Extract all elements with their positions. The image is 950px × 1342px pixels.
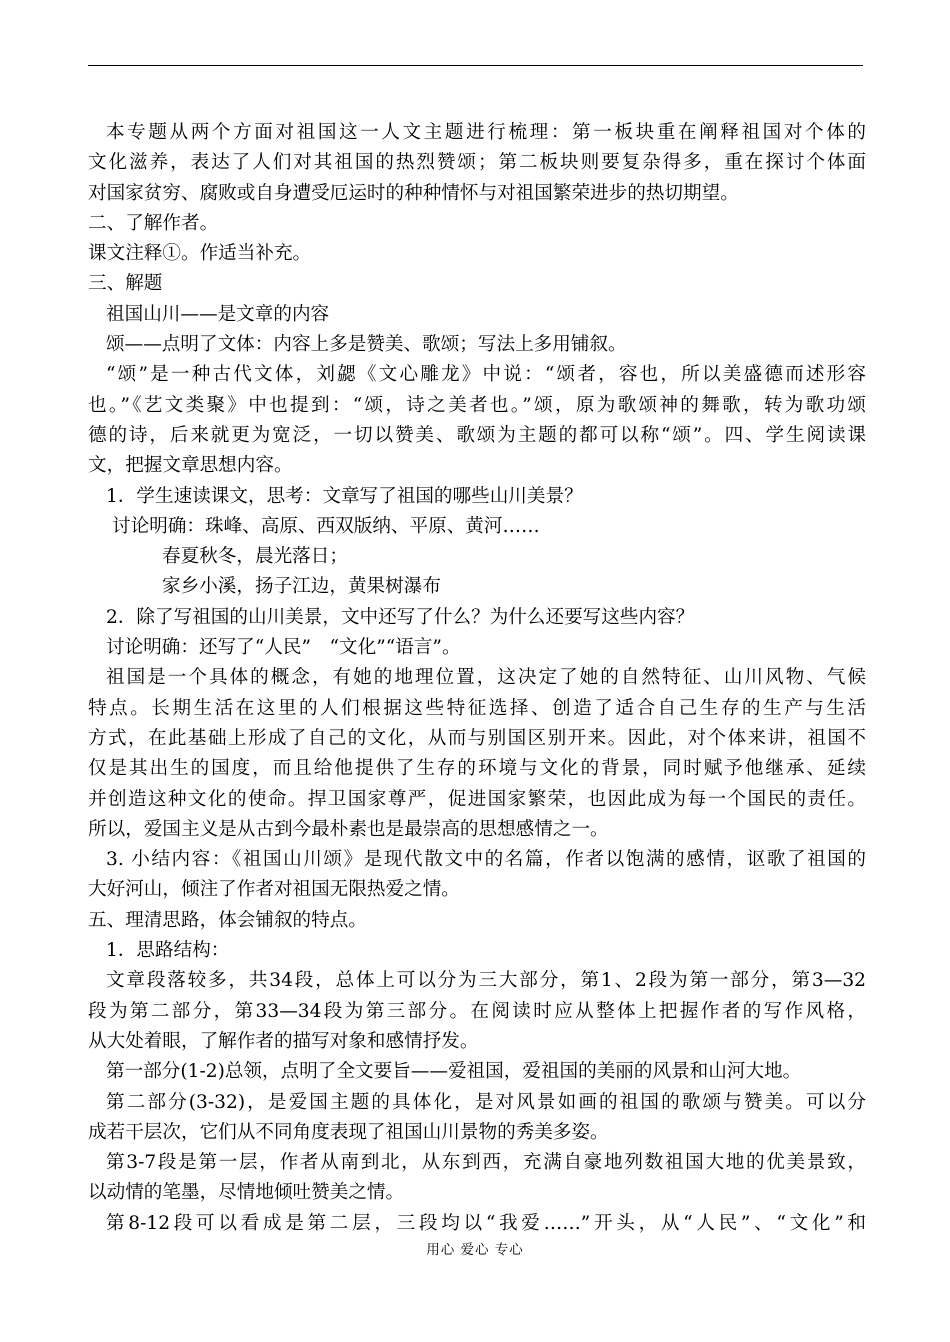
paragraph-line: 特点。长期生活在这里的人们根据这些特征选择、创造了适合自己生存的生产与生活 xyxy=(88,697,866,719)
paragraph-line: 所以，爱国主义是从古到今最朴素也是最崇高的思想感情之一。 xyxy=(88,818,609,840)
paragraph-line: “颂”是一种古代文体，刘勰《文心雕龙》中说：“颂者，容也，所以美盛德而述形容 xyxy=(106,364,866,386)
page-footer: 用心 爱心 专心 xyxy=(426,1242,524,1258)
paragraph-line: 也。”《艺文类聚》中也提到：“颂，诗之美者也。”颂，原为歌颂神的舞歌，转为歌功颂 xyxy=(88,394,866,416)
paragraph-line: 以动情的笔墨，尽情地倾吐赞美之情。 xyxy=(88,1182,405,1204)
paragraph-line: 文，把握文章思想内容。 xyxy=(88,455,293,477)
paragraph-line: 对国家贫穷、腐败或自身遭受厄运时的种种情怀与对祖国繁荣进步的热切期望。 xyxy=(88,182,739,204)
paragraph-line: 第二部分(3-32)，是爱国主题的具体化，是对风景如画的祖国的歌颂与赞美。可以分 xyxy=(106,1091,866,1113)
list-item: 1．学生速读课文，思考：文章写了祖国的哪些山川美景？ xyxy=(106,485,583,507)
header-rule xyxy=(88,65,863,66)
section-heading: 二、了解作者。 xyxy=(88,212,219,234)
paragraph-line: 家乡小溪，扬子江边，黄果树瀑布 xyxy=(162,576,441,598)
paragraph-line: 课文注释①。作适当补充。 xyxy=(88,243,312,265)
list-item: 2．除了写祖国的山川美景，文中还写了什么？为什么还要写这些内容？ xyxy=(106,606,695,628)
paragraph-line: 文章段落较多，共34段，总体上可以分为三大部分，第1、2段为第一部分，第3—32 xyxy=(106,970,866,992)
paragraph-line: 颂——点明了文体：内容上多是赞美、歌颂；写法上多用铺叙。 xyxy=(106,334,627,356)
list-item: 3. 小结内容：《祖国山川颂》是现代散文中的名篇，作者以饱满的感情，讴歌了祖国的 xyxy=(106,849,866,871)
paragraph-line: 第3-7段是第一层，作者从南到北，从东到西，充满自豪地列数祖国大地的优美景致， xyxy=(106,1152,866,1174)
paragraph-line: 方式，在此基础上形成了自己的文化，从而与别国区别开来。因此，对个体来讲，祖国不 xyxy=(88,727,866,749)
list-item: 1．思路结构： xyxy=(106,940,230,962)
paragraph-line: 德的诗，后来就更为宽泛，一切以赞美、歌颂为主题的都可以称“颂”。四、学生阅读课 xyxy=(88,424,866,446)
paragraph-line: 本专题从两个方面对祖国这一人文主题进行梳理：第一板块重在阐释祖国对个体的 xyxy=(106,122,866,143)
paragraph-line: 祖国是一个具体的概念，有她的地理位置，这决定了她的自然特征、山川风物、气候 xyxy=(106,667,866,689)
paragraph-line: 祖国山川——是文章的内容 xyxy=(106,303,330,325)
paragraph-line: 文化滋养，表达了人们对其祖国的热烈赞颂；第二板块则要复杂得多，重在探讨个体面 xyxy=(88,152,866,174)
paragraph-line: 第8-12段可以看成是第二层，三段均以“我爱……”开头，从“人民”、“文化”和 xyxy=(106,1212,866,1234)
paragraph-line: 仅是其出生的国度，而且给他提供了生存的环境与文化的背景，同时赋予他继承、延续 xyxy=(88,758,866,780)
paragraph-line: 并创造这种文化的使命。捍卫国家尊严，促进国家繁荣，也因此成为每一个国民的责任。 xyxy=(88,788,866,810)
paragraph-line: 从大处着眼，了解作者的描写对象和感情抒发。 xyxy=(88,1030,479,1052)
section-heading: 五、理清思路，体会铺叙的特点。 xyxy=(88,909,367,931)
paragraph-line: 成若干层次，它们从不同角度表现了祖国山川景物的秀美多姿。 xyxy=(88,1121,609,1143)
paragraph-line: 大好河山，倾注了作者对祖国无限热爱之情。 xyxy=(88,879,460,901)
paragraph-line: 讨论明确：还写了“人民” “文化”“语言”。 xyxy=(106,637,461,659)
document-body xyxy=(88,118,866,1239)
section-heading: 三、解题 xyxy=(88,273,163,295)
paragraph-line: 春夏秋冬，晨光落日； xyxy=(162,546,348,568)
paragraph-line: 段为第二部分，第33—34段为第三部分。在阅读时应从整体上把握作者的写作风格， xyxy=(88,1000,866,1022)
paragraph-line: 第一部分(1-2)总领，点明了全文要旨——爱祖国，爱祖国的美丽的风景和山河大地。 xyxy=(106,1061,802,1083)
paragraph-line: 讨论明确：珠峰、高原、西双版纳、平原、黄河…… xyxy=(112,515,540,537)
